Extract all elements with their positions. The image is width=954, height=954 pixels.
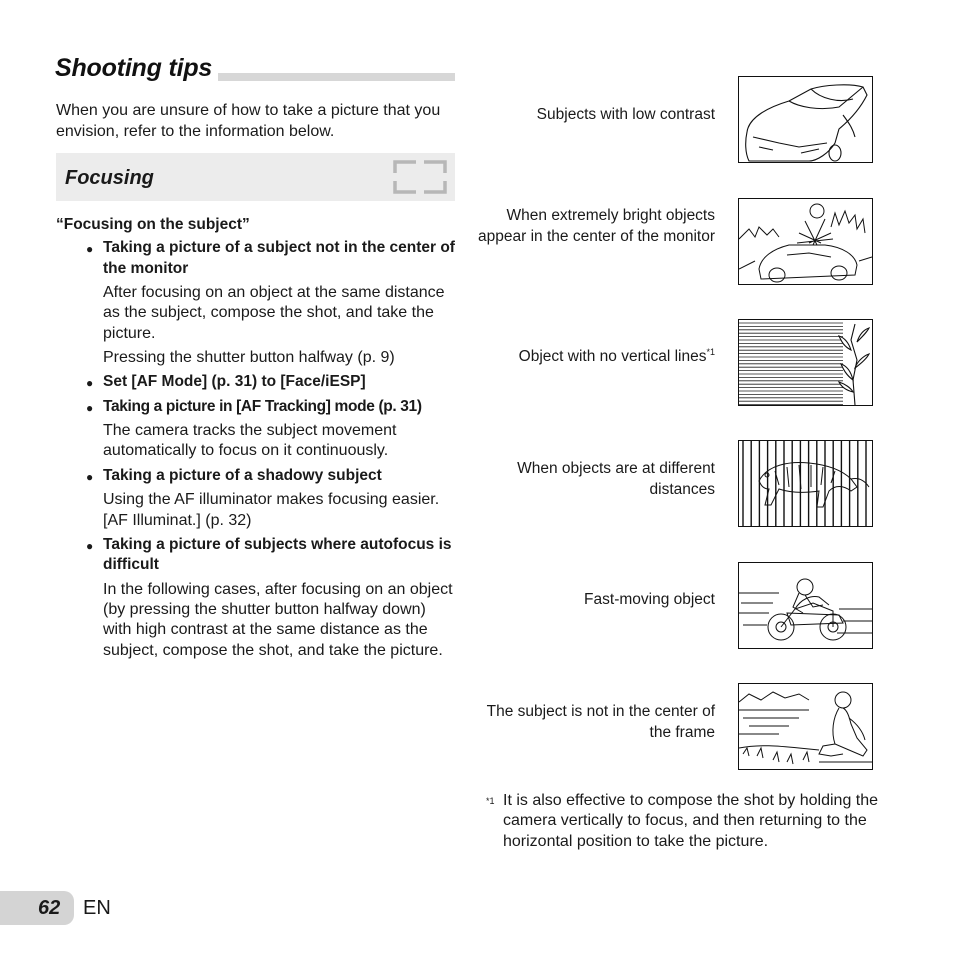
- bullet-icon: ●: [86, 376, 94, 391]
- tip-heading: Taking a picture of subjects where autofocus is difficult: [103, 535, 452, 574]
- case-label-low-contrast: Subjects with low contrast: [536, 106, 715, 123]
- footnote: [486, 791, 886, 852]
- footnote-marker: *1: [486, 796, 495, 806]
- person-sitting-by-lake-illustration: [738, 683, 873, 770]
- intro-paragraph: When you are unsure of how to take a picture that you envision, refer to the information below.: [56, 102, 441, 140]
- case-label-not-centered: The subject is not in the center of the frame: [486, 703, 715, 741]
- tip-item: [56, 238, 458, 368]
- tip-heading: Set [AF Mode] (p. 31) to [Face/iESP]: [103, 373, 366, 391]
- section-title: Focusing: [65, 167, 154, 189]
- tip-item: [56, 397, 458, 462]
- focusing-subheading: “Focusing on the subject”: [56, 216, 250, 233]
- case-label-bright-objects: When extremely bright objects appear in the center of the monitor: [478, 207, 715, 245]
- bullet-icon: ●: [86, 538, 94, 553]
- tip-heading: Taking a picture of a shadowy subject: [103, 466, 382, 484]
- tip-body: After focusing on an object at the same distance as the subject, compose the shot, and take the picture.: [103, 284, 445, 342]
- page-number: 62: [38, 897, 61, 919]
- case-label-no-vertical-lines: [465, 347, 715, 368]
- tip-item: [56, 372, 458, 393]
- tiger-behind-bars-illustration: [738, 440, 873, 527]
- bullet-icon: ●: [86, 242, 94, 256]
- tip-body: Using the AF illuminator makes focusing easier. [AF Illuminat.] (p. 32): [103, 491, 440, 529]
- case-label-different-distances: When objects are at different distances: [517, 460, 715, 498]
- tip-body: Pressing the shutter button halfway (p. 9): [103, 348, 395, 366]
- af-target-frame-icon: [392, 159, 448, 195]
- tip-body: In the following cases, after focusing on an object (by pressing the shutter button halfway down) with high contrast at the same distance as the subject, compose the shot, and take the picture.: [103, 580, 453, 659]
- bullet-icon: ●: [86, 469, 94, 484]
- motorcycle-racer-illustration: [738, 562, 873, 649]
- footnote-text: It is also effective to compose the shot by holding the camera vertically to focus, and then returning to the horizontal position to take the picture.: [503, 792, 879, 850]
- footnote-reference: *1: [706, 346, 715, 357]
- page-title: Shooting tips: [55, 52, 218, 84]
- tip-item: [56, 466, 458, 531]
- page-number-tab: [0, 891, 74, 925]
- horizontal-lines-with-plant-illustration: [738, 319, 873, 406]
- tip-item: [56, 535, 458, 661]
- language-code: EN: [83, 897, 111, 919]
- focusing-tips-list: [56, 238, 458, 665]
- case-label-fast-moving: Fast-moving object: [584, 591, 715, 608]
- tip-heading: Taking a picture of a subject not in the center of the monitor: [103, 239, 455, 277]
- tip-heading: Taking a picture in [AF Tracking] mode (p. 31): [103, 397, 422, 415]
- car-with-sun-glare-illustration: [738, 198, 873, 285]
- case-label-text: Object with no vertical lines: [518, 348, 707, 365]
- bullet-icon: ●: [86, 400, 94, 415]
- tip-body: The camera tracks the subject movement automatically to focus on it continuously.: [103, 422, 397, 460]
- sports-car-illustration: [738, 76, 873, 163]
